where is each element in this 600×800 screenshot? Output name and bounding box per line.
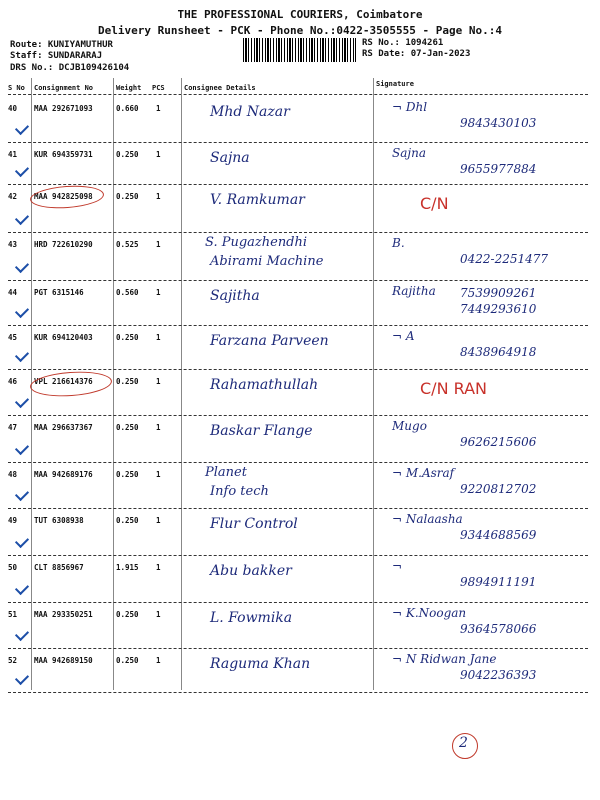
row-consignment: KUR 694359731 [34,150,93,159]
undelivered-mark: C/N RAN [420,379,487,398]
row-weight: 0.250 [116,470,139,479]
grid-line [181,78,182,690]
row-divider [8,508,588,509]
consignee-name: V. Ramkumar [210,192,305,208]
staff-label: Staff: SUNDARARAJ [10,51,103,61]
consignee-name-line2: Info tech [210,484,269,499]
row-pcs: 1 [156,333,161,342]
row-sno: 52 [8,656,18,665]
signature: Sajna [392,146,426,160]
phone-number: 9042236393 [460,668,537,682]
signature: ¬ A [392,329,415,343]
row-weight: 0.560 [116,288,139,297]
row-divider [8,325,588,326]
phone-number: 9364578066 [460,622,537,636]
consignee-name: Mhd Nazar [210,104,290,120]
signature: B. [392,236,405,250]
row-sno: 50 [8,563,18,572]
row-sno: 48 [8,470,18,479]
row-sno: 45 [8,333,18,342]
row-consignment: PGT 6315146 [34,288,84,297]
grid-line [373,78,374,690]
row-consignment: MAA 292671093 [34,104,93,113]
row-consignment: MAA 942825098 [34,192,93,201]
row-divider [8,280,588,281]
row-weight: 0.250 [116,333,139,342]
consignee-name: Raguma Khan [210,656,311,672]
row-consignment: TUT 6308938 [34,516,84,525]
drs-label: DRS No.: DCJB109426104 [10,63,130,73]
consignee-name: Abu bakker [210,563,292,579]
highlight-circle [29,183,104,210]
row-pcs: 1 [156,516,161,525]
row-pcs: 1 [156,423,161,432]
phone-number: 8438964918 [460,345,537,359]
row-consignment: KUR 694120403 [34,333,93,342]
row-consignment: VPL 216614376 [34,377,93,386]
row-sno: 51 [8,610,18,619]
row-sno: 44 [8,288,18,297]
row-weight: 0.250 [116,377,139,386]
check-mark [15,348,29,362]
grid-line [113,78,114,690]
row-pcs: 1 [156,563,161,572]
phone-number: 9655977884 [460,162,537,176]
check-mark [15,581,29,595]
signature: Rajitha [392,284,436,298]
signature: ¬ Nalaasha [392,512,463,526]
row-pcs: 1 [156,377,161,386]
row-weight: 0.250 [116,150,139,159]
check-mark [15,121,29,135]
row-sno: 46 [8,377,18,386]
signature: ¬ K.Noogan [392,606,467,620]
consignee-name: Rahamathullah [210,377,319,393]
consignee-name: Sajitha [210,288,260,304]
row-sno: 49 [8,516,18,525]
row-pcs: 1 [156,656,161,665]
row-weight: 0.250 [116,610,139,619]
signature: ¬ [392,559,403,573]
barcode [243,38,356,62]
phone-number: 7539909261 [460,286,537,300]
row-sno: 47 [8,423,18,432]
col-consignment: Consignment No [34,84,94,92]
check-mark [15,441,29,455]
phone-number: 9894911191 [460,575,537,589]
row-sno: 43 [8,240,18,249]
row-weight: 0.250 [116,192,139,201]
row-consignment: CLT 8856967 [34,563,84,572]
check-mark [15,534,29,548]
rs-date: RS Date: 07-Jan-2023 [362,49,471,59]
row-weight: 0.250 [116,423,139,432]
route-label: Route: KUNIYAMUTHUR [10,40,113,50]
check-mark [15,394,29,408]
row-weight: 0.250 [116,656,139,665]
row-consignment: MAA 942689150 [34,656,93,665]
consignee-name: L. Fowmika [210,610,293,626]
page-mark: 2 [459,735,468,751]
signature: ¬ M.Asraf [392,466,455,480]
row-consignment: MAA 296637367 [34,423,93,432]
consignee-name: Baskar Flange [210,423,313,439]
col-sno: S No [8,84,25,92]
consignee-name: Farzana Parveen [210,333,329,349]
col-weight: Weight [116,84,142,92]
runsheet-subtitle: Delivery Runsheet - PCK - Phone No.:0422-3505555 - Page No.:4 [98,24,502,37]
signature: Mugo [392,419,427,433]
signature: ¬ N Ridwan Jane [392,652,497,666]
row-sno: 42 [8,192,18,201]
row-weight: 0.660 [116,104,139,113]
phone-number: 9843430103 [460,116,537,130]
row-pcs: 1 [156,610,161,619]
row-divider [8,415,588,416]
row-divider [8,142,588,143]
phone-number-2: 7449293610 [460,302,537,316]
consignee-name: Sajna [210,150,250,166]
check-mark [15,304,29,318]
row-pcs: 1 [156,470,161,479]
row-divider [8,602,588,603]
check-mark [15,627,29,641]
col-signature: Signature [376,80,414,88]
highlight-circle [29,369,112,399]
row-divider [8,648,588,649]
row-sno: 40 [8,104,18,113]
col-consignee: Consignee Details [184,84,256,92]
row-consignment: MAA 942689176 [34,470,93,479]
phone-number: 9626215606 [460,435,537,449]
header-divider [8,94,588,95]
phone-number: 9344688569 [460,528,537,542]
row-divider [8,555,588,556]
phone-number: 9220812702 [460,482,537,496]
phone-number: 0422-2251477 [460,252,549,266]
row-weight: 0.250 [116,516,139,525]
row-pcs: 1 [156,192,161,201]
consignee-name-line2: Abirami Machine [210,254,324,269]
row-consignment: MAA 293350251 [34,610,93,619]
check-mark [15,259,29,273]
row-consignment: HRD 722610290 [34,240,93,249]
signature: ¬ Dhl [392,100,428,114]
row-divider [8,184,588,185]
row-sno: 41 [8,150,18,159]
consignee-name: Flur Control [210,516,298,532]
undelivered-mark: C/N [420,194,449,213]
consignee-name: Planet [205,465,247,480]
row-pcs: 1 [156,288,161,297]
check-mark [15,487,29,501]
col-pcs: PCS [152,84,165,92]
check-mark [15,671,29,685]
row-pcs: 1 [156,150,161,159]
row-divider [8,232,588,233]
consignee-name: S. Pugazhendhi [205,235,308,250]
row-divider [8,462,588,463]
check-mark [15,211,29,225]
check-mark [15,163,29,177]
row-pcs: 1 [156,104,161,113]
row-weight: 0.525 [116,240,139,249]
rs-number: RS No.: 1094261 [362,38,444,48]
row-divider [8,692,588,693]
row-pcs: 1 [156,240,161,249]
row-divider [8,369,588,370]
row-weight: 1.915 [116,563,139,572]
company-title: THE PROFESSIONAL COURIERS, Coimbatore [177,8,423,21]
